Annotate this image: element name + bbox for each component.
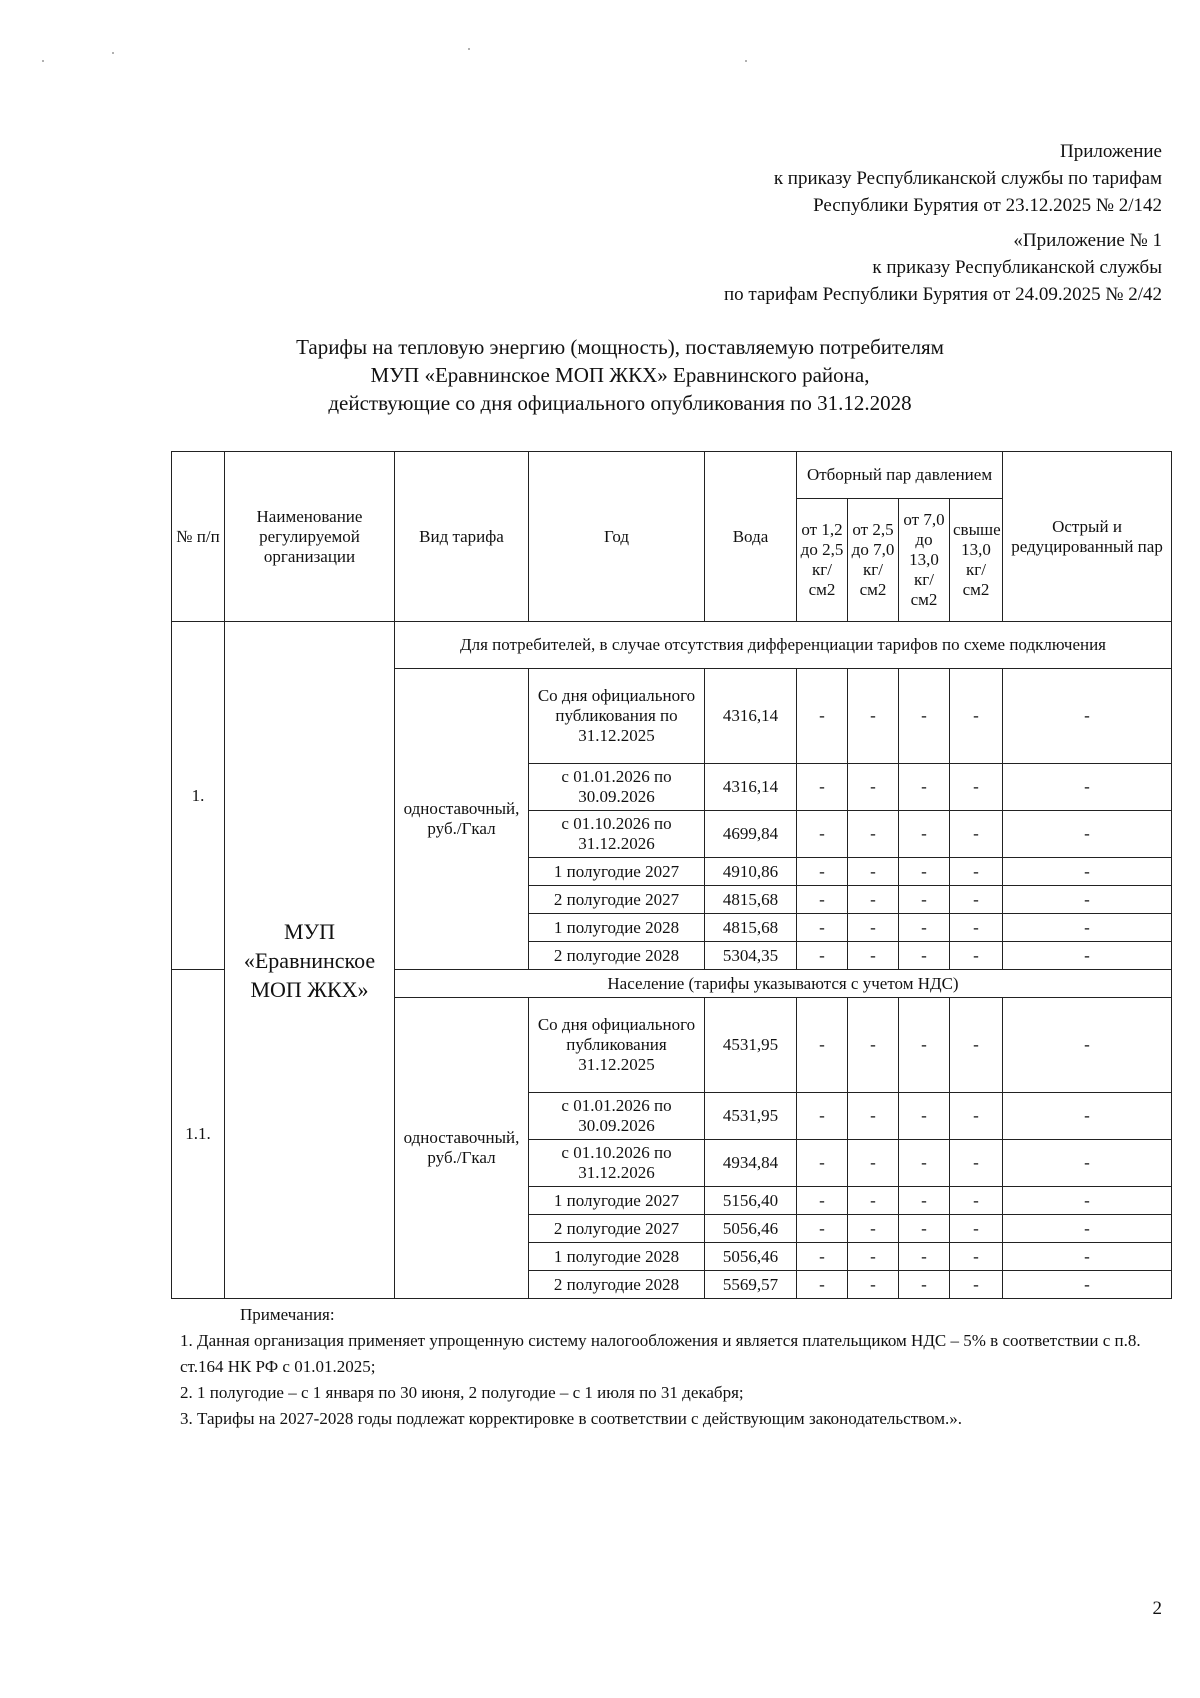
cell-p3: - [899, 858, 950, 886]
cell-sharp: - [1003, 1093, 1172, 1140]
cell-water: 4910,86 [705, 858, 797, 886]
document-title [170, 333, 1070, 417]
cell-p3: - [899, 1093, 950, 1140]
section-caption: Для потребителей, в случае отсутствия дифференциации тарифов по схеме подключения [395, 622, 1172, 669]
cell-p4: - [950, 914, 1003, 942]
cell-p2: - [848, 1243, 899, 1271]
cell-p1: - [797, 1215, 848, 1243]
cell-year: 1 полугодие 2027 [529, 1187, 705, 1215]
cell-sharp: - [1003, 886, 1172, 914]
cell-p4: - [950, 858, 1003, 886]
cell-p4: - [950, 811, 1003, 858]
cell-p3: - [899, 1215, 950, 1243]
appendix-header [724, 138, 1162, 308]
cell-year: 1 полугодие 2028 [529, 914, 705, 942]
cell-year: с 01.10.2026 по 31.12.2026 [529, 811, 705, 858]
cell-sharp: - [1003, 1243, 1172, 1271]
cell-water: 5569,57 [705, 1271, 797, 1299]
cell-p1: - [797, 1187, 848, 1215]
cell-p1: - [797, 811, 848, 858]
cell-p3: - [899, 998, 950, 1093]
cell-p2: - [848, 811, 899, 858]
cell-p2: - [848, 858, 899, 886]
cell-p4: - [950, 998, 1003, 1093]
cell-sharp: - [1003, 811, 1172, 858]
cell-p4: - [950, 669, 1003, 764]
cell-p1: - [797, 914, 848, 942]
scan-speck [468, 48, 470, 50]
cell-p3: - [899, 764, 950, 811]
header-sharp-steam: Острый и редуцированный пар [1003, 452, 1172, 622]
cell-p1: - [797, 1140, 848, 1187]
title-line: МУП «Еравнинское МОП ЖКХ» Еравнинского района, [370, 363, 870, 387]
scan-speck [42, 60, 44, 62]
cell-water: 4934,84 [705, 1140, 797, 1187]
cell-sharp: - [1003, 914, 1172, 942]
cell-p4: - [950, 1140, 1003, 1187]
cell-p2: - [848, 1271, 899, 1299]
cell-sharp: - [1003, 1215, 1172, 1243]
cell-p3: - [899, 1140, 950, 1187]
cell-p4: - [950, 1215, 1003, 1243]
cell-p1: - [797, 1093, 848, 1140]
cell-p2: - [848, 1093, 899, 1140]
scan-speck [112, 52, 114, 54]
cell-p4: - [950, 1187, 1003, 1215]
cell-p2: - [848, 764, 899, 811]
section-caption: Население (тарифы указываются с учетом НДС) [395, 970, 1172, 998]
cell-sharp: - [1003, 764, 1172, 811]
header-line: по тарифам Республики Бурятия от 24.09.2025 № 2/42 [724, 284, 1162, 305]
cell-p4: - [950, 764, 1003, 811]
cell-water: 4815,68 [705, 914, 797, 942]
header-water: Вода [705, 452, 797, 622]
cell-year: Со дня официального публикования 31.12.2025 [529, 998, 705, 1093]
note-item: 2. 1 полугодие – с 1 января по 30 июня, 2 полугодие – с 1 июля по 31 декабря; [180, 1383, 744, 1402]
header-org: Наименование регулируемой организации [225, 452, 395, 622]
cell-p1: - [797, 1243, 848, 1271]
cell-water: 4316,14 [705, 669, 797, 764]
title-line: действующие со дня официального опубликования по 31.12.2028 [328, 391, 912, 415]
cell-water: 4815,68 [705, 886, 797, 914]
title-line: Тарифы на тепловую энергию (мощность), поставляемую потребителям [296, 335, 944, 359]
cell-sharp: - [1003, 1187, 1172, 1215]
cell-p2: - [848, 998, 899, 1093]
row-number: 1.1. [172, 970, 225, 1299]
cell-year: 2 полугодие 2028 [529, 1271, 705, 1299]
header-line: Республики Бурятия от 23.12.2025 № 2/142 [813, 195, 1162, 216]
cell-p2: - [848, 914, 899, 942]
cell-p1: - [797, 1271, 848, 1299]
cell-p4: - [950, 1093, 1003, 1140]
cell-year: 2 полугодие 2027 [529, 1215, 705, 1243]
cell-year: 2 полугодие 2028 [529, 942, 705, 970]
tariff-type: одноставочный, руб./Гкал [395, 669, 529, 970]
cell-year: 1 полугодие 2027 [529, 858, 705, 886]
cell-p3: - [899, 942, 950, 970]
cell-p3: - [899, 1187, 950, 1215]
header-pressure-1: от 1,2 до 2,5 кг/см2 [797, 499, 848, 622]
cell-water: 4316,14 [705, 764, 797, 811]
section-caption-row [172, 622, 1172, 669]
tariff-type: одноставочный, руб./Гкал [395, 998, 529, 1299]
cell-p4: - [950, 886, 1003, 914]
header-line: к приказу Республиканской службы по тарифам [773, 168, 1162, 189]
cell-p3: - [899, 669, 950, 764]
cell-p1: - [797, 858, 848, 886]
header-steam-group: Отборный пар давлением [797, 452, 1003, 499]
cell-p1: - [797, 942, 848, 970]
cell-water: 4699,84 [705, 811, 797, 858]
cell-p1: - [797, 764, 848, 811]
cell-p1: - [797, 998, 848, 1093]
cell-sharp: - [1003, 858, 1172, 886]
header-line: Приложение [1060, 141, 1162, 162]
cell-water: 4531,95 [705, 998, 797, 1093]
header-line: к приказу Республиканской службы [872, 257, 1162, 278]
cell-p2: - [848, 886, 899, 914]
cell-water: 4531,95 [705, 1093, 797, 1140]
tariff-table [171, 451, 1172, 1299]
cell-sharp: - [1003, 942, 1172, 970]
cell-year: с 01.10.2026 по 31.12.2026 [529, 1140, 705, 1187]
cell-p4: - [950, 942, 1003, 970]
cell-sharp: - [1003, 998, 1172, 1093]
header-line: «Приложение № 1 [1013, 230, 1162, 251]
header-type: Вид тарифа [395, 452, 529, 622]
cell-year: Со дня официального публикования по 31.12.2025 [529, 669, 705, 764]
cell-sharp: - [1003, 1271, 1172, 1299]
cell-year: 2 полугодие 2027 [529, 886, 705, 914]
cell-p2: - [848, 1187, 899, 1215]
cell-p3: - [899, 1271, 950, 1299]
table-header-row [172, 452, 1172, 499]
header-year: Год [529, 452, 705, 622]
cell-p2: - [848, 1215, 899, 1243]
page-number: 2 [1152, 1598, 1162, 1619]
cell-p2: - [848, 942, 899, 970]
header-pressure-3: от 7,0 до 13,0 кг/см2 [899, 499, 950, 622]
note-item: 1. Данная организация применяет упрощенную систему налогообложения и является плательщиком НДС – 5% в соответствии с п.8. ст.164 НК РФ с 01.01.2025; [180, 1331, 1141, 1376]
cell-p1: - [797, 886, 848, 914]
cell-p3: - [899, 1243, 950, 1271]
cell-year: 1 полугодие 2028 [529, 1243, 705, 1271]
cell-year: с 01.01.2026 по 30.09.2026 [529, 764, 705, 811]
cell-p1: - [797, 669, 848, 764]
cell-p3: - [899, 886, 950, 914]
cell-p3: - [899, 914, 950, 942]
cell-p2: - [848, 669, 899, 764]
header-num: № п/п [172, 452, 225, 622]
header-pressure-2: от 2,5 до 7,0 кг/см2 [848, 499, 899, 622]
cell-water: 5156,40 [705, 1187, 797, 1215]
scan-speck [745, 60, 747, 62]
note-item: 3. Тарифы на 2027-2028 годы подлежат корректировке в соответствии с действующим законодательством.». [180, 1409, 962, 1428]
row-number: 1. [172, 622, 225, 970]
cell-sharp: - [1003, 1140, 1172, 1187]
cell-p4: - [950, 1243, 1003, 1271]
organization-name: МУП «Еравнинское МОП ЖКХ» [225, 622, 395, 1299]
cell-water: 5056,46 [705, 1215, 797, 1243]
header-pressure-4: свыше 13,0 кг/см2 [950, 499, 1003, 622]
cell-p4: - [950, 1271, 1003, 1299]
cell-p3: - [899, 811, 950, 858]
cell-p2: - [848, 1140, 899, 1187]
cell-year: с 01.01.2026 по 30.09.2026 [529, 1093, 705, 1140]
notes-section [180, 1302, 1170, 1432]
notes-title: Примечания: [240, 1305, 335, 1324]
cell-water: 5304,35 [705, 942, 797, 970]
cell-sharp: - [1003, 669, 1172, 764]
cell-water: 5056,46 [705, 1243, 797, 1271]
